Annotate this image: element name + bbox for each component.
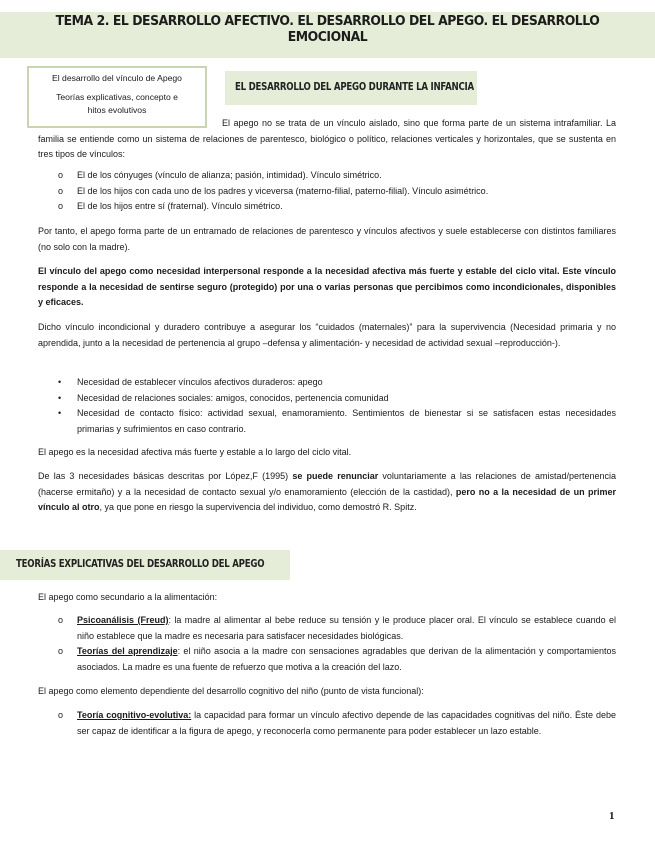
dot-bullet-icon: • [58, 377, 62, 387]
paragraph-cuidados: Dicho vínculo incondicional y duradero contribuye a asegurar los “cuidados (maternales)” para la supervivencia (Necesidad primaria y no aprendida, junto a la necesidad de pertenencia al grupo –defensa y alimentación- y necesidad de actividad sexual –reproducción-). [38, 322, 616, 348]
page-number: 1 [609, 810, 615, 822]
circle-bullet-icon: o [58, 710, 64, 720]
circle-bullet-icon: o [58, 201, 64, 211]
p6-text-c: voluntariamente a las relaciones de amistad/pertenencia (hacerse ermitaño) y a la necesidad de contacto sexual y/o enamoramiento (elección de la castidad), [38, 471, 616, 497]
list-item-text: Necesidad de establecer vínculos afectivos duraderos: apego [77, 377, 323, 387]
circle-bullet-icon: o [58, 615, 64, 625]
p6-text-bold-renunciar: se puede renunciar [292, 471, 379, 481]
theories-list-1 [38, 613, 616, 675]
toc-item-teorias-line1: Teorías explicativas, concepto e [56, 92, 178, 102]
circle-bullet-icon: o [58, 170, 64, 180]
list-item-text: El de los cónyuges (vínculo de alianza; pasión, intimidad). Vínculo simétrico. [77, 170, 382, 180]
list-item [38, 199, 616, 215]
list-item-text: Necesidad de relaciones sociales: amigos, conocidos, pertenencia comunidad [77, 392, 389, 403]
paragraph-parentesco: Por tanto, el apego forma parte de un entramado de relaciones de parentesco y vínculos afectivos y suele establecerse con distintos familiares (no solo con la madre). [38, 226, 616, 252]
list-item [38, 613, 616, 644]
theory-name: Teoría cognitivo-evolutiva: [77, 710, 192, 720]
section-heading-infancia-text: EL DESARROLLO DEL APEGO DURANTE LA INFANCIA [235, 81, 474, 93]
list-item [38, 406, 616, 437]
list-item [38, 644, 616, 675]
theory-name: Teorías del aprendizaje [77, 646, 178, 656]
paragraph-apego-fuerte: El apego es la necesidad afectiva más fuerte y estable a lo largo del ciclo vital. [38, 447, 352, 457]
circle-bullet-icon: o [58, 185, 64, 196]
intro-paragraph: El apego no se trata de un vínculo aislado, sino que forma parte de un sistema intrafamiliar. La familia se entiende como un sistema de relaciones de parentesco, biológico o político, relaciones verticales y horizontales, que se sustenta en tres tipos de vínculos: [38, 118, 616, 159]
list-item [38, 184, 616, 200]
bonds-list [38, 168, 616, 215]
list-item [38, 391, 616, 407]
paragraph-necesidad-bold: El vínculo del apego como necesidad interpersonal responde a la necesidad afectiva más fuerte y estable del ciclo vital. Este vínculo responde a la necesidad de sentirse seguro (protegido) por una o varias personas que percibimos como incondicionales, disponibles y eficaces. [38, 266, 616, 307]
list-item [38, 168, 616, 184]
dot-bullet-icon: • [58, 392, 62, 403]
section-heading-infancia [225, 71, 477, 105]
section-heading-teorias [0, 550, 290, 580]
list-item [38, 375, 616, 391]
toc-item-teorias-line2: hitos evolutivos [87, 105, 147, 115]
list-item-text: El de los hijos con cada uno de los padres y viceversa (materno-filial, paterno-filial). Vínculo asimétrico. [77, 185, 489, 196]
needs-list [38, 375, 616, 437]
theory-text: : el niño asocia a la madre con sensaciones agradables que derivan de la alimentación y comportamientos asociados. La madre es una fuente de refuerzo que motiva a la creación del lazo. [77, 646, 616, 672]
list-item [38, 708, 616, 739]
document-title: TEMA 2. EL DESARROLLO AFECTIVO. EL DESARROLLO DEL APEGO. EL DESARROLLO EMOCIONAL [55, 13, 600, 45]
p6-text-bold-vinculo: pero no a la necesidad de un primer vínculo al otro [38, 486, 617, 512]
theories-list-2 [38, 708, 616, 739]
list-item-text: Necesidad de contacto físico: actividad sexual, enamoramiento. Sentimientos de bienestar si se satisfacen estas necesidades primarias y sufrimientos en caso contrario. [77, 408, 616, 434]
section-heading-teorias-text: TEORÍAS EXPLICATIVAS DEL DESARROLLO DEL APEGO [16, 558, 265, 570]
paragraph-apego-alimentacion: El apego como secundario a la alimentación: [38, 592, 218, 602]
p6-text-a: De las 3 necesidades básicas descritas por López,F (1995) [38, 471, 293, 481]
paragraph-apego-cognitivo: El apego como elemento dependiente del desarrollo cognitivo del niño (punto de vista funcional): [38, 686, 424, 696]
p6-text-e: , ya que pone en riesgo la supervivencia del individuo, como demostró R. Spitz. [99, 502, 417, 512]
circle-bullet-icon: o [58, 646, 64, 656]
list-item-text: El de los hijos entre sí (fraternal). Vínculo simétrico. [77, 201, 283, 211]
theory-text: : la madre al alimentar al bebe reduce su tensión y le produce placer oral. El vínculo se establece cuando el niño establece que la madre es necesaria para satisfacer necesidades biológicas. [77, 615, 617, 641]
theory-name: Psicoanálisis (Freud) [77, 615, 169, 625]
theory-text: la capacidad para formar un vínculo afectivo depende de las capacidades cognitivas del niño. Éste debe ser capaz de identificar a la figura de apego, y reconocerla como permanente para poder establecer un lazo estable. [77, 710, 616, 736]
dot-bullet-icon: • [58, 408, 62, 418]
toc-item-vinculo: El desarrollo del vínculo de Apego [52, 73, 182, 83]
paragraph-necesidades-basicas [38, 469, 616, 516]
